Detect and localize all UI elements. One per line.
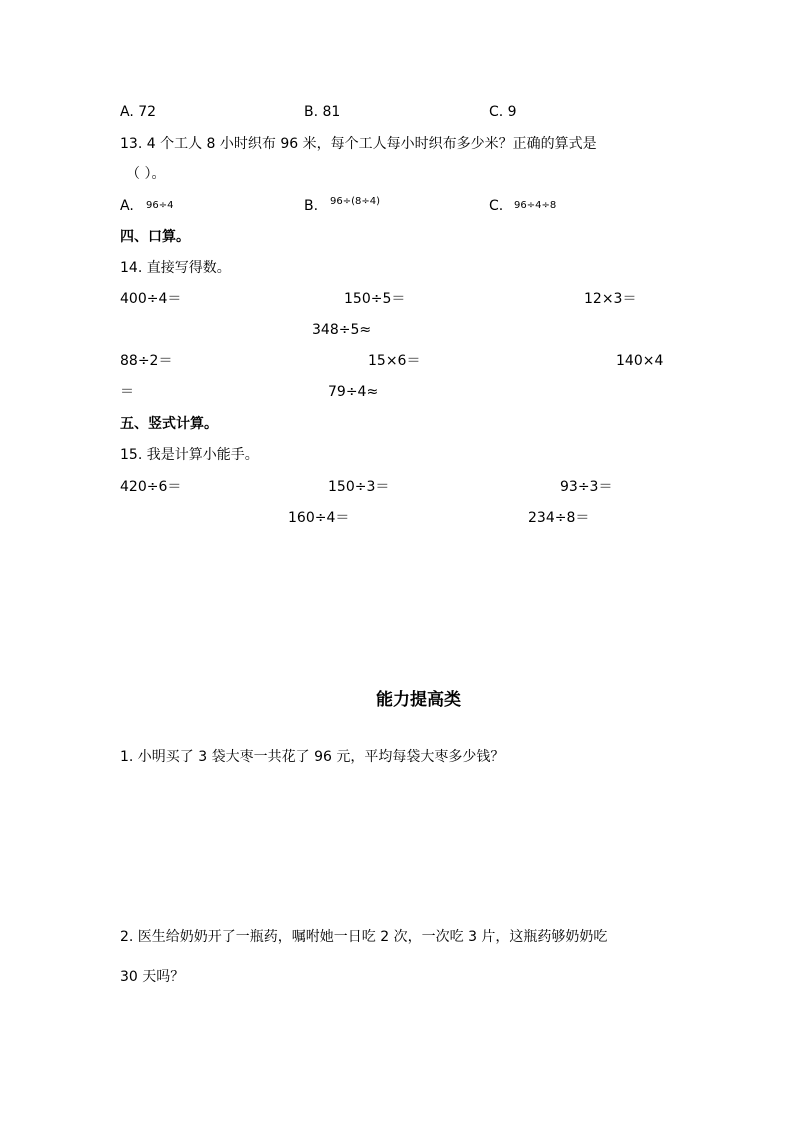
advanced-section-title: 能力提高类 [376,690,461,710]
q14-title: 14. 直接写得数。 [120,260,231,276]
q14-item: 12×3＝ [584,291,637,307]
q14-item: 150÷5＝ [344,291,406,307]
q14-item: 140×4 [616,353,664,369]
q13-option-c-expr: 96÷4÷8 [514,200,557,211]
q14-item: 88÷2＝ [120,353,173,369]
q14-item: 79÷4≈ [328,384,379,400]
q14-item: 15×6＝ [368,353,421,369]
q13-stem-line1: 13. 4 个工人 8 小时织布 96 米，每个工人每小时织布多少米？正确的算式是 [120,136,597,152]
q15-item: 234÷8＝ [528,510,590,526]
q13-option-b-label: B. [304,198,319,214]
q13-stem-line2: （ ）。 [126,166,166,182]
advanced-q1: 1. 小明买了 3 袋大枣一共花了 96 元，平均每袋大枣多少钱？ [120,749,505,765]
q15-item: 420÷6＝ [120,479,182,495]
q13-option-a-expr: 96÷4 [146,200,174,211]
section5-heading: 五、竖式计算。 [120,416,218,432]
q12-option-a: A. 72 [120,104,157,120]
advanced-q2-line1: 2. 医生给奶奶开了一瓶药，嘱咐她一日吃 2 次，一次吃 3 片，这瓶药够奶奶吃 [120,929,608,945]
q14-item: 348÷5≈ [312,322,372,338]
advanced-q2-line2: 30 天吗？ [120,969,185,985]
q15-item: 93÷3＝ [560,479,613,495]
q15-item: 150÷3＝ [328,479,390,495]
q14-item: ＝ [120,384,134,400]
q12-option-b: B. 81 [304,104,341,120]
q15-item: 160÷4＝ [288,510,350,526]
section4-heading: 四、口算。 [120,229,190,245]
q13-option-a-label: A. [120,198,134,214]
q13-option-c-label: C. [489,198,504,214]
q13-option-b-expr: 96÷(8÷4) [330,196,381,207]
q15-title: 15. 我是计算小能手。 [120,447,259,463]
q12-option-c: C. 9 [489,104,517,120]
q14-item: 400÷4＝ [120,291,182,307]
